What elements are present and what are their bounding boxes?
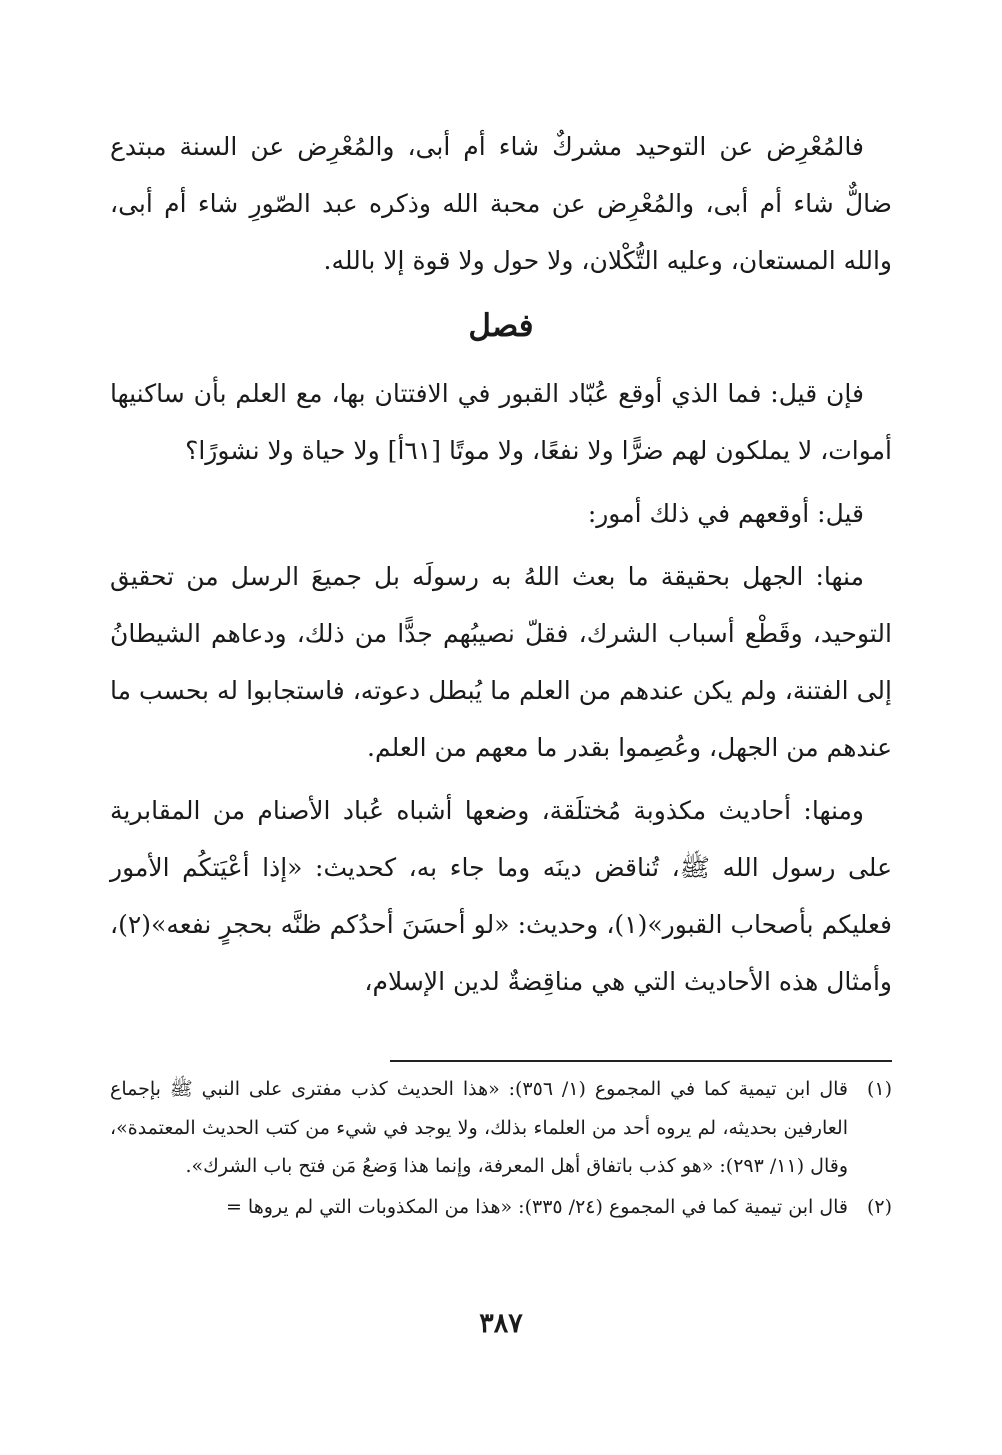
reason-ignorance-paragraph: منها: الجهل بحقيقة ما بعث اللهُ به رسولَه بل جميعَ الرسل من تحقيق التوحيد، وقَطْع أسباب الشرك، فقلّ نصيبُهم جدًّا من ذلك، ودعاهم الشيطانُ إلى الفتنة، ولم يكن عندهم من العلم ما يُبطل دعوته، فاستجابوا له بحسب ما عندهم من الجهل، وعُصِموا بقدر ما معهم من العلم. — [110, 562, 892, 762]
footnote-1 — [110, 1070, 892, 1186]
page-number: ٣٨٧ — [479, 1308, 523, 1339]
footnotes — [110, 1070, 892, 1228]
main-text — [110, 118, 892, 1016]
footnote-text: قال ابن تيمية كما في المجموع (٢٤/ ٣٣٥): «هذا من المكذوبات التي لم يروها = — [225, 1195, 848, 1218]
question-paragraph: فإن قيل: فما الذي أوقع عُبّاد القبور في الافتتان بها، مع العلم بأن ساكنيها أموات، لا يملكون لهم ضرًّا ولا نفعًا، ولا موتًا [٦١أ] ولا حياة ولا نشورًا؟ — [110, 379, 892, 465]
footnote-divider — [390, 1060, 892, 1062]
intro-paragraph: فالمُعْرِض عن التوحيد مشركٌ شاء أم أبى، والمُعْرِض عن السنة مبتدع ضالٌّ شاء أم أبى، والمُعْرِض عن محبة الله وذكره عبد الصّورِ شاء أم أبى، والله المستعان، وعليه التُّكْلان، ولا حول ولا قوة إلا بالله. — [110, 132, 892, 275]
footnote-text: قال ابن تيمية كما في المجموع (١/ ٣٥٦): «هذا الحديث كذب مفترى على النبي ﷺ بإجماع العارفين بحديثه، لم يروه أحد من العلماء بذلك، ولا يوجد في شيء من كتب الحديث المعتمدة»، وقال (١١/ ٢٩٣): «هو كذب باتفاق أهل المعرفة، وإنما هذا وَضعُ مَن فتح باب الشرك». — [110, 1078, 848, 1177]
footnote-number: (٢) — [866, 1195, 892, 1218]
section-heading: فصل — [468, 308, 534, 344]
answer-intro-paragraph: قيل: أوقعهم في ذلك أمور: — [587, 499, 864, 528]
footnote-2 — [110, 1188, 892, 1227]
reason-fabricated-hadith-paragraph: ومنها: أحاديث مكذوبة مُختلَقة، وضعها أشباه عُباد الأصنام من المقابرية على رسول الله ﷺ، تُناقض دينَه وما جاء به، كحديث: «إذا أعْيَتكُم الأمور فعليكم بأصحاب القبور»(١)، وحديث: «لو أحسَنَ أحدُكم ظنَّه بحجرٍ نفعه»(٢)، وأمثال هذه الأحاديث التي هي مناقِضةٌ لدين الإسلام، — [110, 796, 893, 996]
footnote-number: (١) — [866, 1078, 892, 1100]
